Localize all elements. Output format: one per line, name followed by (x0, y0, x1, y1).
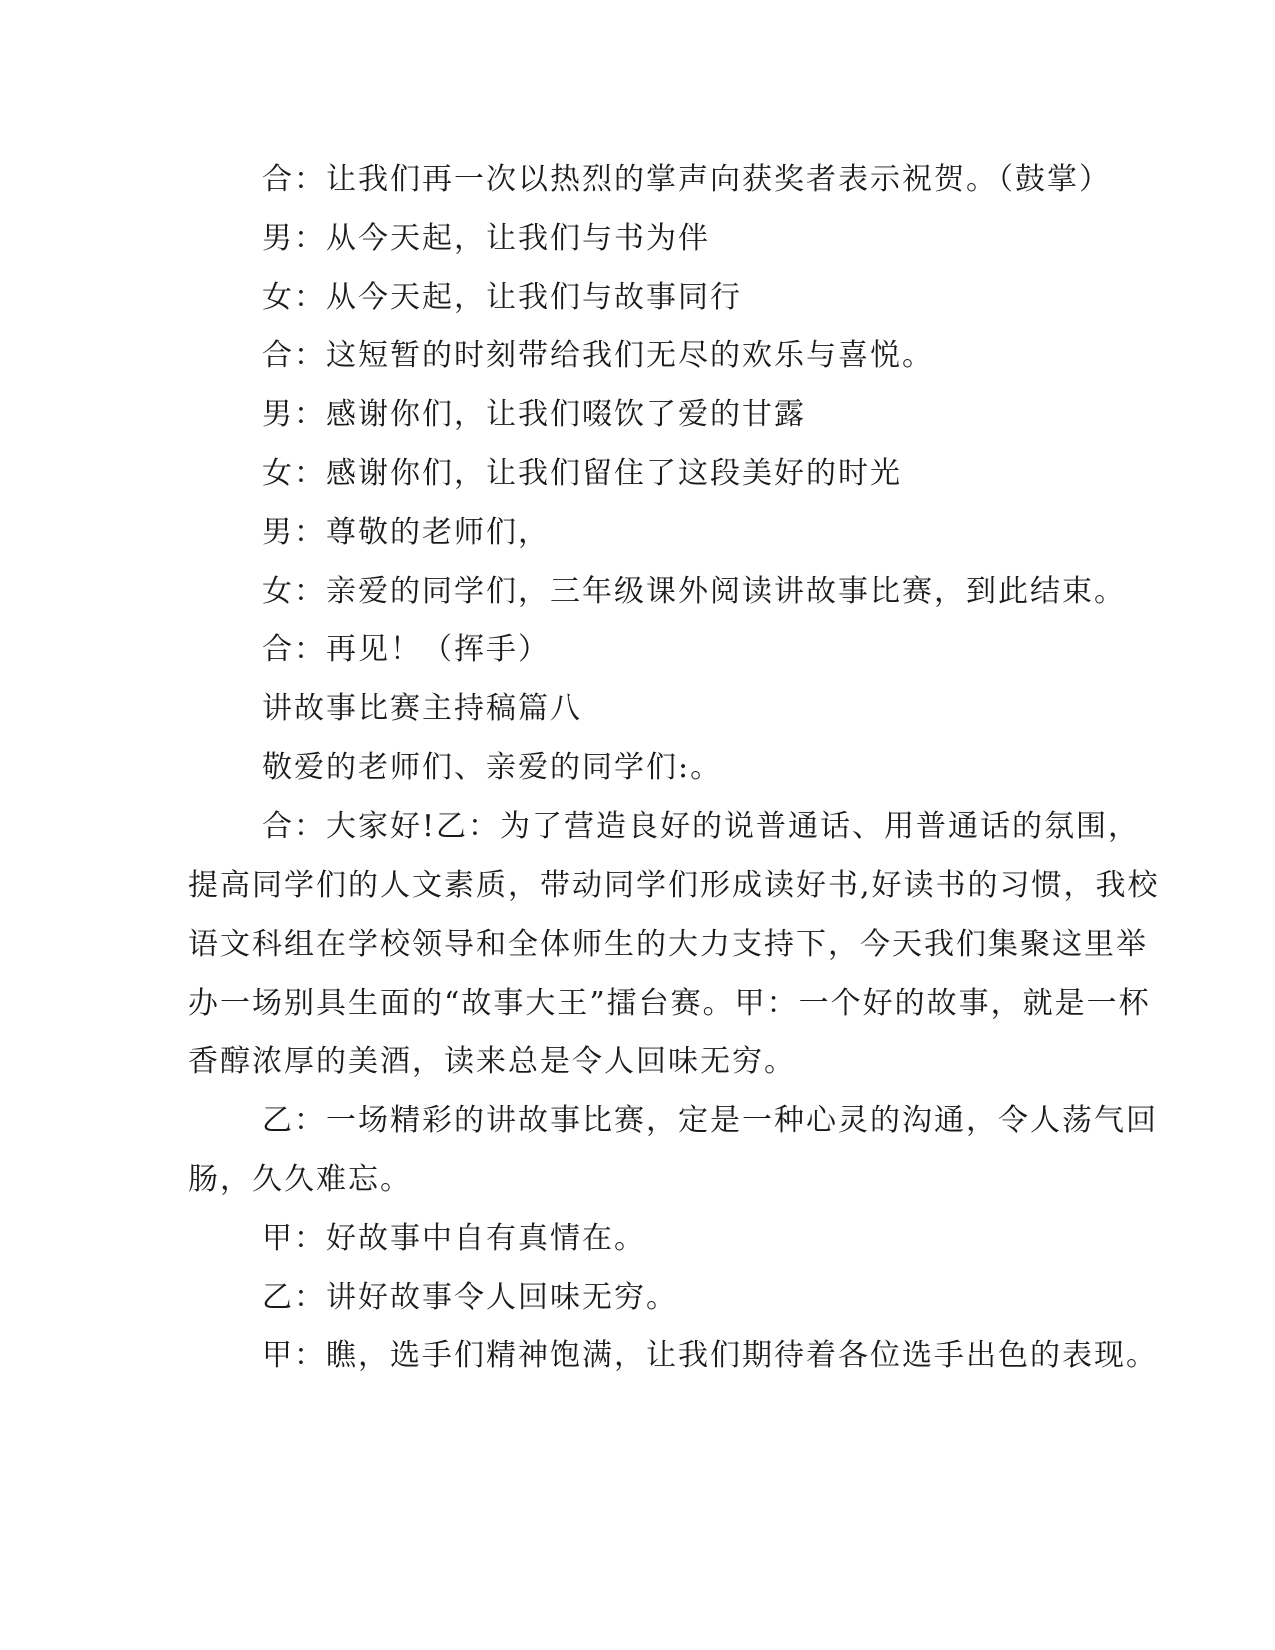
dialogue-line: 合：让我们再一次以热烈的掌声向获奖者表示祝贺。（鼓掌） (262, 162, 1111, 197)
paragraph-line: 办一场别具生面的“故事大王”擂台赛。甲：一个好的故事，就是一杯 (188, 986, 1151, 1021)
paragraph-first-line: 乙：一场精彩的讲故事比赛，定是一种心灵的沟通，令人荡气回 (262, 1103, 1158, 1138)
dialogue-line: 男：从今天起，让我们与书为伴 (262, 221, 710, 256)
dialogue-line: 甲：瞧，选手们精神饱满，让我们期待着各位选手出色的表现。 (262, 1338, 1158, 1373)
paragraph-line: 语文科组在学校领导和全体师生的大力支持下，今天我们集聚这里举 (188, 927, 1148, 962)
paragraph-first-line: 合：大家好!乙：为了营造良好的说普通话、用普通话的氛围， (262, 809, 1141, 844)
dialogue-line: 甲：好故事中自有真情在。 (262, 1221, 646, 1256)
greeting-line: 敬爱的老师们、亲爱的同学们:。 (262, 750, 723, 785)
dialogue-line: 女：从今天起，让我们与故事同行 (262, 280, 742, 315)
dialogue-line: 合：这短暂的时刻带给我们无尽的欢乐与喜悦。 (262, 338, 934, 373)
dialogue-line: 女：感谢你们，让我们留住了这段美好的时光 (262, 456, 902, 491)
paragraph-line: 提高同学们的人文素质，带动同学们形成读好书,好读书的习惯，我校 (188, 868, 1160, 903)
dialogue-line: 男：感谢你们，让我们啜饮了爱的甘露 (262, 397, 806, 432)
dialogue-line: 乙：讲好故事令人回味无穷。 (262, 1280, 678, 1315)
paragraph-line: 香醇浓厚的美酒，读来总是令人回味无穷。 (188, 1044, 796, 1079)
dialogue-line: 合：再见！（挥手） (262, 632, 550, 667)
section-heading: 讲故事比赛主持稿篇八 (262, 691, 582, 726)
paragraph-line: 肠，久久难忘。 (188, 1162, 412, 1197)
dialogue-line: 女：亲爱的同学们，三年级课外阅读讲故事比赛，到此结束。 (262, 574, 1126, 609)
dialogue-line: 男：尊敬的老师们， (262, 515, 550, 550)
